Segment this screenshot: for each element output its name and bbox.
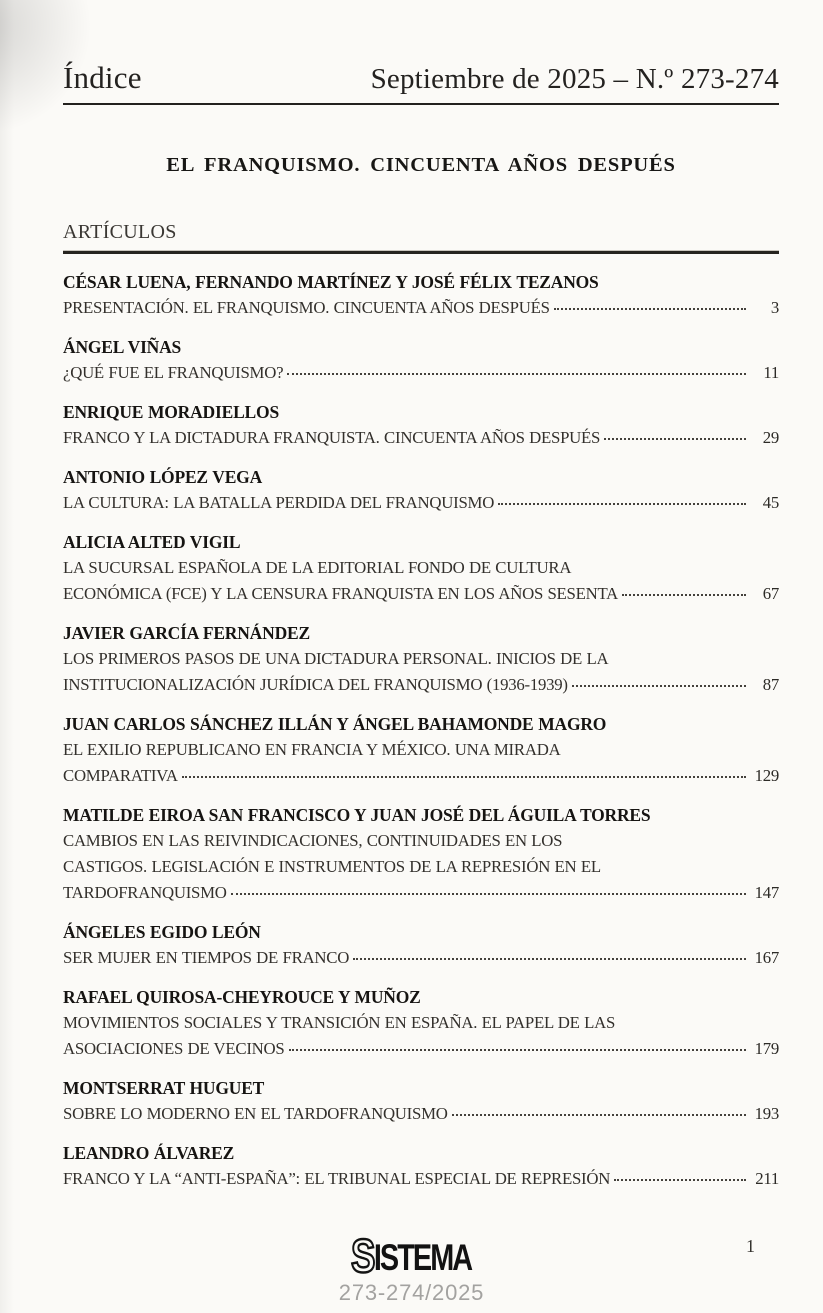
index-heading: Índice: [63, 60, 142, 95]
toc-entry-title-line: [63, 646, 779, 672]
issue-date-heading: Septiembre de 2025 – N.º 273-274: [370, 63, 779, 95]
toc-entry-page: 11: [763, 363, 779, 382]
toc-entry-title-line: [63, 880, 779, 906]
toc-entry: [63, 464, 779, 516]
toc-entry: [63, 1140, 779, 1192]
dot-leader: [353, 958, 746, 960]
dossier-title: EL FRANQUISMO. CINCUENTA AÑOS DESPUÉS: [166, 154, 676, 176]
toc-entry-title-text: INSTITUCIONALIZACIÓN JURÍDICA DEL FRANQUISMO (1936-1939): [63, 675, 568, 694]
toc-entry-authors: ALICIA ALTED VIGIL: [63, 532, 241, 552]
toc-entry-title-text: ¿QUÉ FUE EL FRANQUISMO?: [63, 363, 284, 382]
toc-entry-title-line: [63, 581, 779, 607]
toc-entry-title-line: [63, 1036, 779, 1062]
toc-entry: [63, 802, 779, 906]
toc-entry: [63, 269, 779, 321]
toc-entry-page: 45: [762, 493, 779, 512]
masthead: [63, 0, 779, 105]
toc-entry-page: 167: [754, 948, 779, 967]
toc-entry-title-text: SOBRE LO MODERNO EN EL TARDOFRANQUISMO: [63, 1104, 448, 1123]
toc-entry-title-line: [63, 672, 779, 698]
footer: [0, 1229, 823, 1306]
toc-entry: [63, 711, 779, 789]
toc-entry-title-line: [63, 854, 779, 880]
dot-leader: [231, 893, 746, 895]
toc-entry-title-line: [63, 555, 779, 581]
toc-entry-title: [63, 555, 779, 607]
toc-entry-title: [63, 490, 779, 516]
toc-entry-title: [63, 737, 779, 789]
toc-entry-page: 87: [762, 675, 779, 694]
toc-entry-title-line: [63, 1166, 779, 1192]
toc-entry-title-text: FRANCO Y LA “ANTI-ESPAÑA”: EL TRIBUNAL ESPECIAL DE REPRESIÓN: [63, 1169, 611, 1188]
toc-entry-title-text: LOS PRIMEROS PASOS DE UNA DICTADURA PERSONAL. INICIOS DE LA: [63, 649, 609, 668]
toc-entry-title: [63, 828, 779, 906]
toc-entry-page: 3: [770, 298, 779, 317]
toc-entry-authors: JUAN CARLOS SÁNCHEZ ILLÁN Y ÁNGEL BAHAMONDE MAGRO: [63, 714, 607, 734]
toc-entry-authors: ANTONIO LÓPEZ VEGA: [63, 467, 263, 487]
dot-leader: [182, 776, 746, 778]
toc-entry: [63, 1075, 779, 1127]
toc-entry-title-line: [63, 295, 779, 321]
toc-entry-authors: MONTSERRAT HUGUET: [63, 1078, 265, 1098]
toc-entry-title-text: LA SUCURSAL ESPAÑOLA DE LA EDITORIAL FONDO DE CULTURA: [63, 558, 572, 577]
toc-entry-title-text: ASOCIACIONES DE VECINOS: [63, 1039, 285, 1058]
toc-entry-page: 67: [762, 584, 779, 603]
toc-entry-title-text: EL EXILIO REPUBLICANO EN FRANCIA Y MÉXICO. UNA MIRADA: [63, 740, 561, 759]
dot-leader: [498, 503, 746, 505]
toc-entry: [63, 529, 779, 607]
toc-entry-title-text: ECONÓMICA (FCE) Y LA CENSURA FRANQUISTA EN LOS AÑOS SESENTA: [63, 584, 619, 603]
toc-entry-title: [63, 1166, 779, 1192]
toc-entry-title-line: [63, 490, 779, 516]
toc-entry-title: [63, 295, 779, 321]
toc-entry-page: 147: [754, 883, 779, 902]
toc-entry: [63, 984, 779, 1062]
toc-entry-title: [63, 646, 779, 698]
toc-entry: [63, 620, 779, 698]
toc-entry-title-line: [63, 1101, 779, 1127]
toc-entry: [63, 919, 779, 971]
toc-entry-authors: ÁNGEL VIÑAS: [63, 337, 182, 357]
toc-entry-authors: MATILDE EIROA SAN FRANCISCO Y JUAN JOSÉ DEL ÁGUILA TORRES: [63, 805, 651, 825]
toc-entry-title: [63, 1010, 779, 1062]
toc-entry-title-text: CAMBIOS EN LAS REIVINDICACIONES, CONTINUIDADES EN LOS: [63, 831, 563, 850]
dot-leader: [287, 373, 746, 375]
toc-entry-title: [63, 945, 779, 971]
dot-leader: [614, 1179, 746, 1181]
toc-entry-title-line: [63, 763, 779, 789]
table-of-contents: [63, 269, 779, 1192]
section-label: ARTÍCULOS: [63, 221, 177, 243]
toc-entry-page: 29: [762, 428, 779, 447]
toc-entry-page: 211: [755, 1169, 779, 1188]
page-number: 1: [746, 1236, 755, 1256]
toc-entry-title-text: TARDOFRANQUISMO: [63, 883, 227, 902]
toc-entry-title-line: [63, 828, 779, 854]
dot-leader: [289, 1049, 746, 1051]
toc-entry-authors: ENRIQUE MORADIELLOS: [63, 402, 279, 422]
section-rule: [63, 250, 779, 254]
toc-entry-title: [63, 425, 779, 451]
sistema-logo-rest: ISTEMA: [374, 1237, 472, 1278]
toc-entry-authors: CÉSAR LUENA, FERNANDO MARTÍNEZ Y JOSÉ FÉLIX TEZANOS: [63, 272, 599, 292]
toc-entry-title-line: [63, 425, 779, 451]
sistema-logo-initial: S: [351, 1229, 375, 1282]
toc-entry-title-text: LA CULTURA: LA BATALLA PERDIDA DEL FRANQUISMO: [63, 493, 495, 512]
toc-entry-title: [63, 1101, 779, 1127]
toc-entry-title-line: [63, 737, 779, 763]
toc-entry-title-text: SER MUJER EN TIEMPOS DE FRANCO: [63, 948, 350, 967]
toc-entry-title-text: PRESENTACIÓN. EL FRANQUISMO. CINCUENTA AÑOS DESPUÉS: [63, 298, 550, 317]
toc-entry-authors: JAVIER GARCÍA FERNÁNDEZ: [63, 623, 310, 643]
dot-leader: [604, 438, 746, 440]
dot-leader: [572, 685, 746, 687]
toc-entry-page: 193: [754, 1104, 779, 1123]
toc-entry-title-text: COMPARATIVA: [63, 766, 178, 785]
toc-entry-title-line: [63, 945, 779, 971]
toc-entry-title-line: [63, 1010, 779, 1036]
footer-issue-number: 273-274/2025: [338, 1280, 485, 1305]
toc-entry-authors: RAFAEL QUIROSA-CHEYROUCE Y MUÑOZ: [63, 987, 421, 1007]
dot-leader: [554, 308, 746, 310]
toc-entry-title-text: MOVIMIENTOS SOCIALES Y TRANSICIÓN EN ESPAÑA. EL PAPEL DE LAS: [63, 1013, 616, 1032]
dot-leader: [452, 1114, 746, 1116]
toc-entry-title-text: CASTIGOS. LEGISLACIÓN E INSTRUMENTOS DE LA REPRESIÓN EN EL: [63, 857, 601, 876]
toc-entry: [63, 334, 779, 386]
toc-entry: [63, 399, 779, 451]
dot-leader: [622, 594, 746, 596]
toc-entry-page: 129: [754, 766, 779, 785]
toc-entry-authors: LEANDRO ÁLVAREZ: [63, 1143, 235, 1163]
toc-entry-title: [63, 360, 779, 386]
sistema-logo: [351, 1229, 472, 1282]
toc-entry-page: 179: [754, 1039, 779, 1058]
toc-entry-authors: ÁNGELES EGIDO LEÓN: [63, 922, 261, 942]
toc-entry-title-line: [63, 360, 779, 386]
toc-entry-title-text: FRANCO Y LA DICTADURA FRANQUISTA. CINCUENTA AÑOS DESPUÉS: [63, 428, 601, 447]
